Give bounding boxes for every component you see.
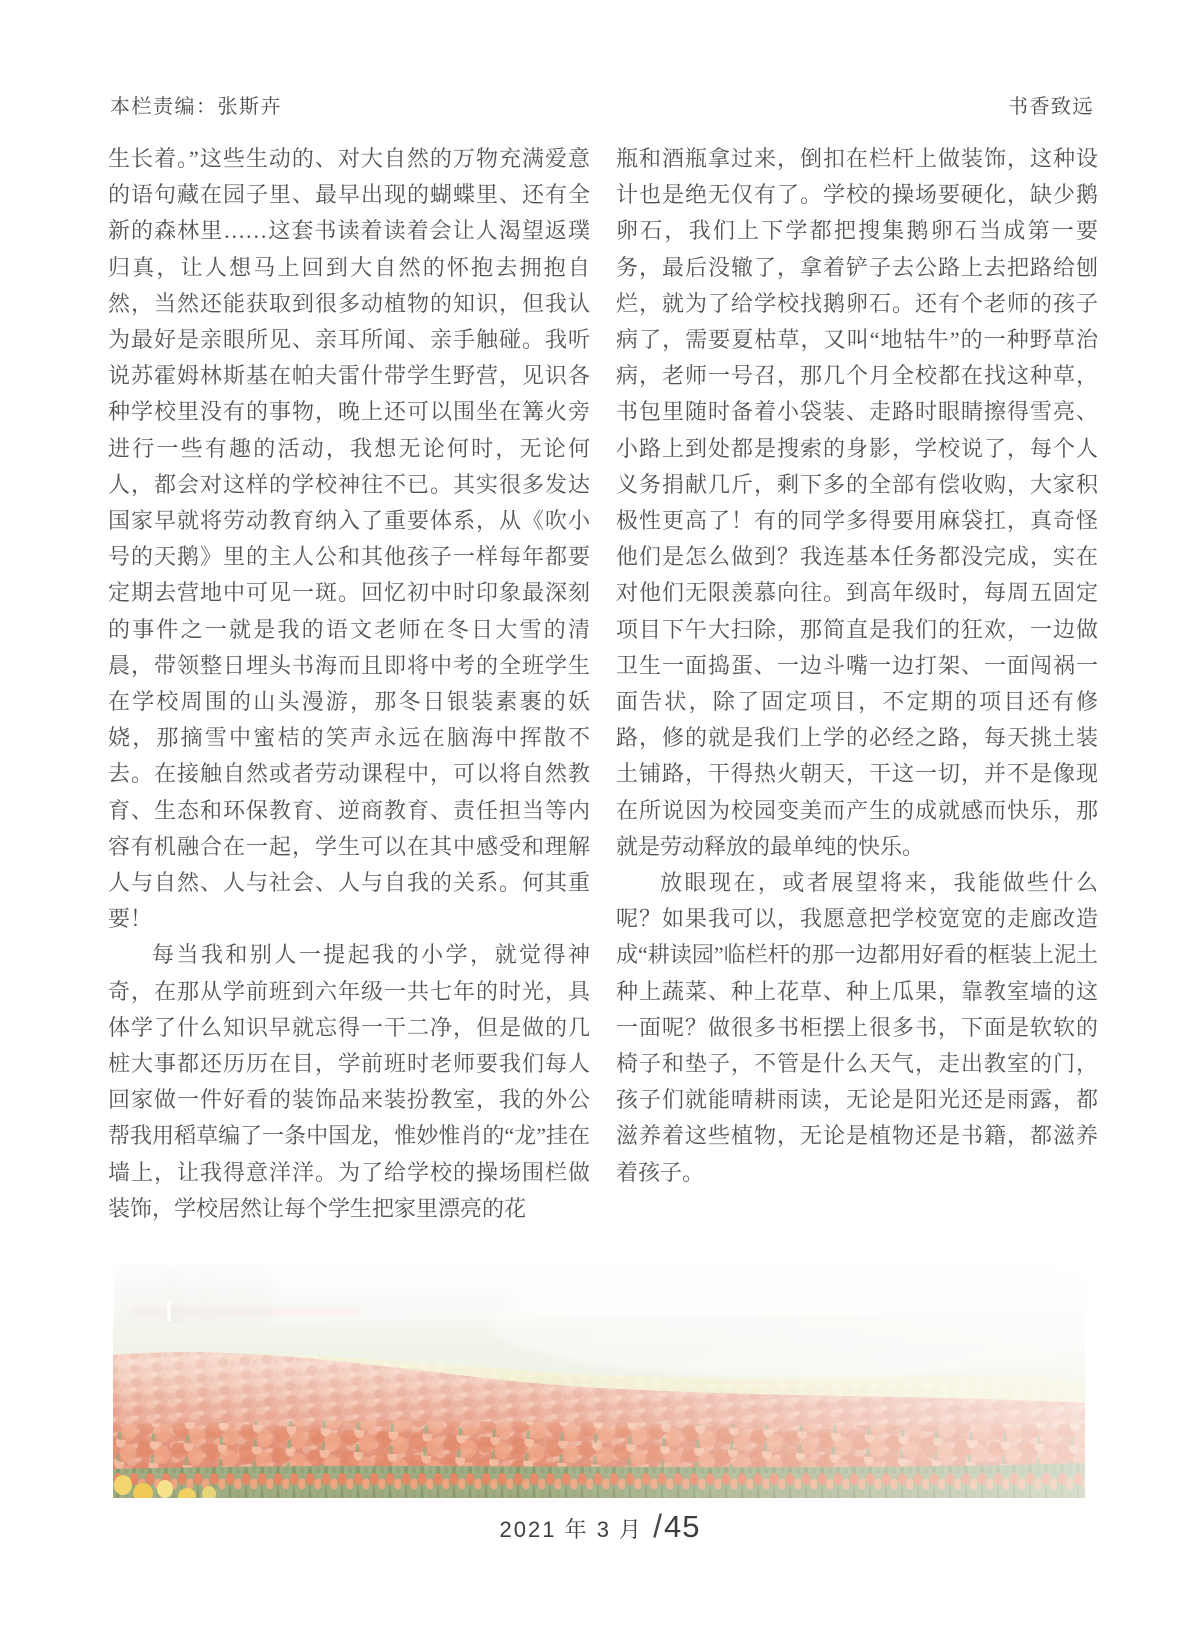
- page-footer: [0, 1508, 1200, 1545]
- page-header: [110, 90, 1094, 119]
- article-right-column: [616, 141, 1098, 1227]
- left-column-continued-paragraph: 生长着。”这些生动的、对大自然的万物充满爱意的语句藏在园子里、最早出现的蝴蝶里、还有全新的森林里……这套书读着读着会让人渴望返璞归真，让人想马上回到大自然的怀抱去拥抱自然，当然还能获取到很多动植物的知识，但我认为最好是亲眼所见、亲耳所闻、亲手触碰。我听说苏霍姆林斯基在帕夫雷什带学生野营，见识各种学校里没有的事物，晚上还可以围坐在篝火旁进行一些有趣的活动，我想无论何时，无论何人，都会对这样的学校神往不已。其实很多发达国家早就将劳动教育纳入了重要体系，从《吹小号的天鹅》里的主人公和其他孩子一样每年都要定期去营地中可见一斑。回忆初中时印象最深刻的事件之一就是我的语文老师在冬日大雪的清晨，带领整日埋头书海而且即将中考的全班学生在学校周围的山头漫游，那冬日银装素裹的妖娆，那摘雪中蜜桔的笑声永远在脑海中挥散不去。在接触自然或者劳动课程中，可以将自然教育、生态和环保教育、逆商教育、责任担当等内容有机融合在一起，学生可以在其中感受和理解人与自然、人与社会、人与自我的关系。何其重要！: [108, 146, 590, 932]
- article-left-column: [108, 141, 590, 1227]
- editor-credit: 本栏责编：张斯卉: [110, 96, 282, 118]
- right-column-new-paragraph: 放眼现在，或者展望将来，我能做些什么呢？如果我可以，我愿意把学校宽宽的走廊改造成“耕读园”临栏杆的那一边都用好看的框装上泥土种上蔬菜、种上花草、种上瓜果，靠教室墙的这一面呢？做很多书柜摆上很多书，下面是软软的椅子和垫子，不管是什么天气，走出教室的门，孩子们就能晴耕雨读，无论是阳光还是雨露，都滋养着这些植物，无论是植物还是书籍，都滋养着孩子。: [616, 870, 1098, 1185]
- article-body: [108, 141, 1098, 1227]
- issue-date: 2021 年 3 月: [499, 1517, 644, 1542]
- footer-slash: /: [653, 1508, 662, 1544]
- section-title: 书香致远: [1008, 96, 1094, 118]
- tulip-field-photo: [113, 1263, 1085, 1498]
- left-column-new-paragraph: 每当我和别人一提起我的小学，就觉得神奇，在那从学前班到六年级一共七年的时光，具体学了什么知识早就忘得一干二净，但是做的几桩大事都还历历在目，学前班时老师要我们每人回家做一件好看的装饰品来装扮教室，我的外公帮我用稻草编了一条中国龙，惟妙惟肖的“龙”挂在墙上，让我得意洋洋。为了给学校的操场围栏做装饰，学校居然让每个学生把家里漂亮的花: [108, 942, 590, 1221]
- right-column-continued-paragraph: 瓶和酒瓶拿过来，倒扣在栏杆上做装饰，这种设计也是绝无仅有了。学校的操场要硬化，缺少鹅卵石，我们上下学都把搜集鹅卵石当成第一要务，最后没辙了，拿着铲子去公路上去把路给刨烂，就为了给学校找鹅卵石。还有个老师的孩子病了，需要夏枯草，又叫“地牯牛”的一种野草治病，老师一号召，那几个月全校都在找这种草，书包里随时备着小袋装、走路时眼睛擦得雪亮、小路上到处都是搜索的身影，学校说了，每个人义务捐献几斤，剩下多的全部有偿收购，大家积极性更高了！有的同学多得要用麻袋扛，真奇怪他们是怎么做到？我连基本任务都没完成，实在对他们无限羡慕向往。到高年级时，每周五固定项目下午大扫除，那简直是我们的狂欢，一边做卫生一面捣蛋、一边斗嘴一边打架、一面闯祸一面告状，除了固定项目，不定期的项目还有修路，修的就是我们上学的必经之路，每天挑土装土铺路，干得热火朝天，干这一切，并不是像现在所说因为校园变美而产生的成就感而快乐，那就是劳动释放的最单纯的快乐。: [616, 146, 1098, 859]
- tulip-field-illustration: [113, 1263, 1085, 1498]
- page-number: 45: [663, 1509, 701, 1544]
